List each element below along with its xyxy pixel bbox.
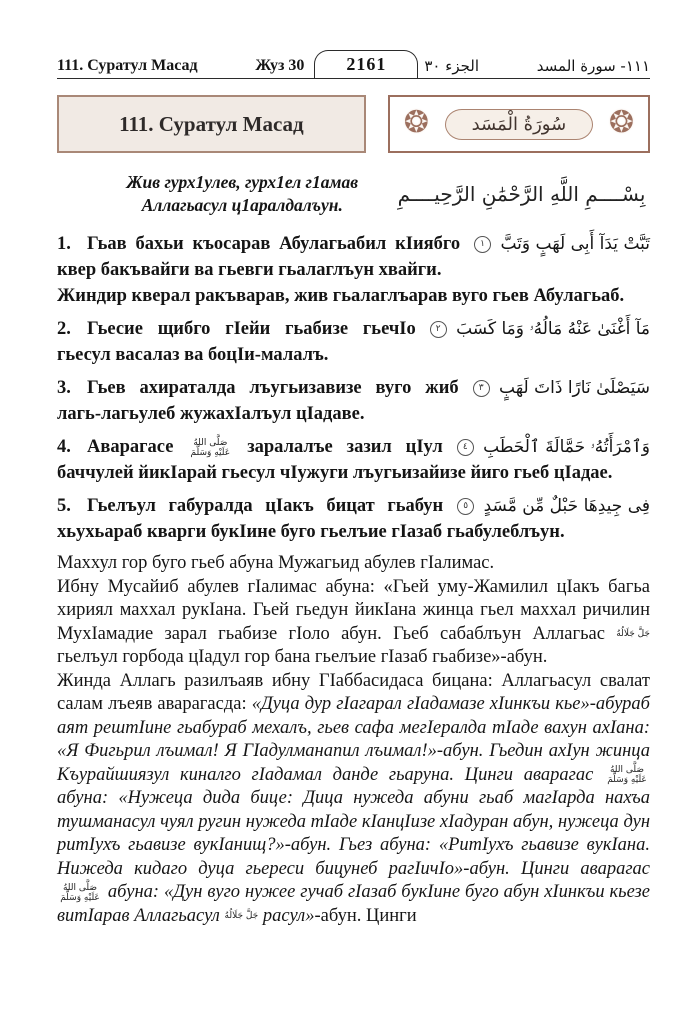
verse-2-arabic	[416, 316, 650, 341]
verse-1-number: 1.	[57, 234, 71, 255]
header-surah-ref-arabic: ١١١- سورة المسد	[536, 57, 650, 75]
commentary-p3-quote4: расул»	[258, 905, 315, 926]
commentary-p3-quote2: абуна: «Нужеца дида бице: Дица нужеда абуни гьаб магIарда нахъа тушманасул чуял ругин нужеда тIаде кIанцIизе хIадуран абун, нужеца дун ритIухъ гьавизе вукIанищ?»-абун. Гьез абуна: «РитIухъ гьавизе вукIана. Нижеда кидаго дуца гьереси бицунеб рагIичIо»-абун. Цинги аварагас	[57, 788, 650, 879]
verse-4-translation-post: заралалъе зазил цIул баччулей йикIарай гьесул чIужуги лъугьизайизе йиго гьеб цIадае.	[57, 437, 613, 484]
verse-1	[57, 231, 650, 309]
invocation-line2: Аллагьасул ц1аралдалъун.	[141, 195, 343, 216]
header-juz-cyrillic: Жуз 30	[255, 57, 305, 74]
verses-section	[57, 231, 650, 545]
verse-1-arabic	[460, 231, 650, 256]
verse-5-arabic	[443, 493, 650, 518]
aya-end-marker: ٣	[473, 380, 490, 397]
commentary-p2-seg1: Ибну Мусайиб абулев гIалимас абуна: «Гьей уму-Жамилил цIакъ багьа хириял маххал рукIана. Гьей гьедун йикIана жинца гьел маххал ричилин МухIамадие зарал гьабизе гIоло абун. Гьеб сабаблъун Аллагьас	[57, 576, 650, 644]
verse-4-translation-pre: Аварагасе	[87, 437, 188, 458]
basmala-arabic: بِسْــــمِ اللَّهِ الرَّحْمَٰنِ الرَّحِيــــمِ	[397, 182, 646, 207]
verse-2-translation: Гьесие щибго гIейи гьабизе гьечIо гьесул васалаз ва боцIи-малалъ.	[57, 319, 416, 366]
jalla-jalaluhu-calligraphy: جَلَّ جَلَالُهُ	[616, 629, 650, 640]
commentary-paragraph-3	[57, 670, 650, 929]
verse-5-arabic-text: فِى جِيدِهَا حَبْلٌ مِّن مَّسَدٍ	[483, 496, 650, 517]
basmala-invocation-cyrillic	[57, 171, 398, 217]
commentary-p3-seg-end: -абун. Цинги	[314, 905, 417, 926]
verse-4-arabic	[443, 434, 650, 459]
verse-3-arabic	[459, 375, 650, 400]
surah-title-box	[57, 95, 366, 153]
verse-1-arabic-text: تَبَّتْ يَدَآ أَبِى لَهَبٍ وَتَبَّ	[500, 234, 650, 255]
verse-5	[57, 493, 650, 545]
verse-3	[57, 375, 650, 427]
verse-1-continuation: Жиндир кверал ракъварав, жив гьалаглъарав вуго гьев Абулагьаб.	[57, 286, 625, 307]
aya-end-marker: ٢	[430, 321, 447, 338]
aya-end-marker: ١	[474, 236, 491, 253]
commentary-p1-text: Маххул гор буго гьеб абуна Мужагьид абулев гIалимас.	[57, 553, 495, 574]
saws-honorific-calligraphy: صَلَّى اللهُ عَلَيْهِ وَسَلَّمَ	[60, 882, 100, 903]
verse-4-arabic-text: وَٱمْرَأَتُهُۥ حَمَّالَةَ ٱلْحَطَبِ	[483, 437, 650, 458]
verse-5-number: 5.	[57, 496, 71, 517]
commentary-p3-quote3: абуна: «Дун вуго нужее гучаб гIазаб букIине буго абун хIинкъи кьезе витIарав Аллагьасул	[57, 882, 650, 926]
commentary-p3-quote1: «Дуца дур гIагарал гIадамазе хIинкъи кье»-абураб аят рештIине гьабураб мехалъ, гьев сафа мегIералда тIаде вахун ахIана: «Я Фигьрил лъимал! Я ГIадулманапил лъимал!»-абун. Гьедин ахIун жинца Къурайшиязул киналго гIадамал данде гьаруна. Цинги аварагас	[57, 694, 650, 785]
page-number-tab	[314, 50, 418, 78]
commentary-p2-seg2: гьелъул горбода цIадул гор бана гьелъие гIазаб гьабизе»-абун.	[57, 647, 548, 668]
verse-2	[57, 316, 650, 368]
verse-3-translation: Гьев ахираталда лъугьизавизе вуго жиб лагь-лагьулеб жужахIалъул цIадаве.	[57, 378, 459, 425]
saws-honorific-calligraphy: صَلَّى اللهُ عَلَيْهِ وَسَلَّمَ	[190, 437, 231, 458]
page-number: 2161	[346, 53, 387, 74]
commentary-paragraph-1	[57, 552, 650, 576]
aya-end-marker: ٥	[457, 498, 474, 515]
verse-2-number: 2.	[57, 319, 71, 340]
commentary-paragraph-2	[57, 576, 650, 670]
verse-4	[57, 434, 650, 486]
basmala-row	[57, 171, 650, 217]
verse-1-translation: Гьав бахьи къосарав Абулагьабил кIиябго квер бакъвайги ва гьевги гьалаглъун хвайги.	[57, 234, 461, 281]
verse-5-translation: Гьелъул габуралда цIакъ бицат гьабун хьухьараб кварги букIине буго гьелъие гIазаб гьабулеблъун.	[57, 496, 565, 543]
header-juz-arabic: الجزء ٣٠	[424, 57, 480, 75]
aya-end-marker: ٤	[457, 439, 474, 456]
running-header	[57, 44, 650, 79]
jalla-jalaluhu-calligraphy: جَلَّ جَلَالُهُ	[224, 911, 259, 922]
verse-3-arabic-text: سَيَصْلَىٰ نَارًا ذَاتَ لَهَبٍ	[499, 378, 650, 399]
surah-title: 111. Суратул Масад	[119, 111, 304, 136]
verse-3-number: 3.	[57, 378, 71, 399]
saws-honorific-calligraphy: صَلَّى اللهُ عَلَيْهِ وَسَلَّمَ	[607, 765, 647, 786]
verse-4-number: 4.	[57, 437, 71, 458]
commentary-section	[57, 552, 650, 928]
verse-2-arabic-text: مَآ أَغْنَىٰ عَنْهُ مَالُهُۥ وَمَا كَسَبَ	[456, 319, 650, 340]
surah-name-arabic-cartouche: سُورَةُ الْمَسَد	[445, 109, 594, 140]
commentary-p3-seg1: Жинда Аллагь разилъаяв ибну ГIаббасидаса бицана: Аллагьасул свалат салам лъеяв аварагасда:	[57, 670, 650, 715]
title-row	[57, 95, 650, 153]
invocation-line1: Жив гурх1улев, гурх1ел г1амав	[126, 172, 359, 192]
ornament-star-icon: ❂	[403, 105, 429, 139]
header-surah-title-cyrillic: 111. Суратул Масад	[57, 57, 198, 74]
ornament-star-icon: ❂	[608, 105, 634, 139]
surah-ornament-box	[388, 95, 650, 153]
